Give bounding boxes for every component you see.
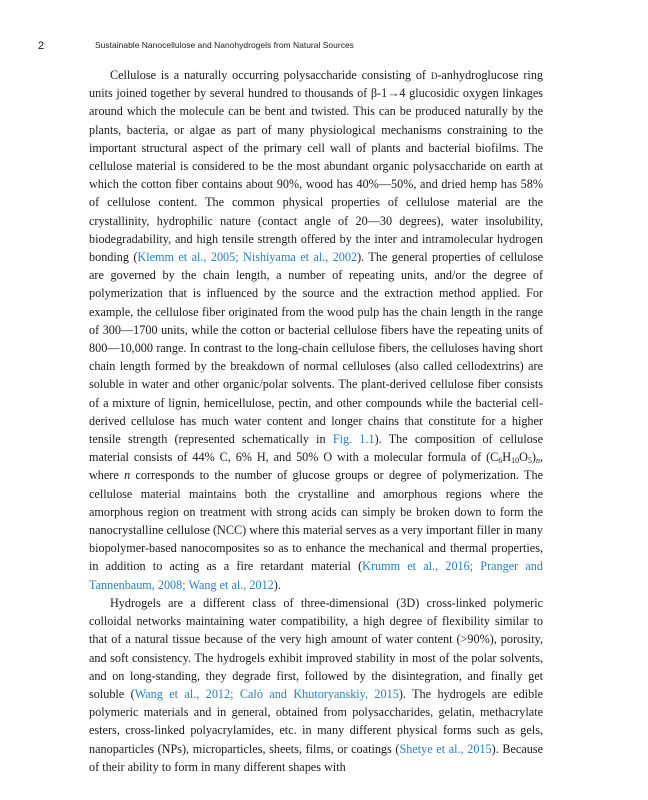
text: Hydrogels are a different class of three-dimensional (3D) cross-linked polymeric colloidal networks maintaining water compatibility, a high degree of flexibility similar to that of a natural tissue because of the very high amount of water content (>90%), porosity, and soft consistency. The hydrogels exhibit improved stability in most of the polar solvents, and on long-standing, they degrade first, followed by the disintegration, and finally get soluble ( [89,595,543,701]
text: ). The general properties of cellulose are governed by the chain length, a number of repeating units, and/or the degree of polymerization that is influenced by the source and the extraction method applied. For example, the cellulose fiber originated from the wood pulp has the chain length in the range of 300—1700 units, while the cotton or bacterial cellulose fibers have the repeating units of 800—10,000 range. In contrast to the long-chain cellulose fibers, the celluloses having short chain length formed by the breakdown of normal celluloses (also called cellodextrins) are soluble in water and other organic/polar solvents. The plant-derived cellulose fiber consists of a mixture of lignin, hemicellulose, pectin, and other compounds while the bacterial cell-derived cellulose has much water content and longer chains that constitute for a higher tensile strength (represented schematically in [89,250,543,447]
text: ) [531,450,536,465]
body-text [89,66,543,776]
paragraph-cellulose [89,66,543,594]
text: corresponds to the number of glucose groups or degree of polymerization. The cellulose material maintains both the crystalline and amorphous regions where the amorphous region on treatment with strong acids can simply be broken down to form the nanocrystalline cellulose (NCC) where this material serves as a very important filler in many biopolymer-based nanocomposites so as to enhance the mechanical and thermal properties, in addition to acting as a fire retardant material ( [89,468,543,574]
text: ). The composition of cellulose material consists of 44% C, 6% H, and 50% O with a molecular formula of (C [89,432,543,465]
subscript: 5 [527,456,532,466]
citation-link[interactable]: Wang et al., 2012; Caló and Khutoryanskiy, 2015 [134,686,399,701]
citation-link[interactable]: Klemm et al., 2005; Nishiyama et al., 2002 [137,250,358,265]
text: Cellulose is a naturally occurring polysaccharide consisting of [110,68,431,82]
subscript: n [535,456,540,466]
subscript: 6 [498,456,503,466]
text: n [124,468,131,483]
running-title: Sustainable Nanocellulose and Nanohydrogels from Natural Sources [95,40,354,50]
text: ). Because of their ability to form in many different shapes with [89,741,543,774]
text: , where [89,450,543,483]
text: ). [273,577,281,592]
subscript: 10 [511,456,520,466]
page-number: 2 [38,40,45,52]
text: d [430,68,438,82]
text: -anhydroglucose ring units joined together by several hundred to thousands of β-1→4 glucosidic oxygen linkages around which the molecule can be bent and twisted. This can be produced naturally by the plants, bacteria, or algae as part of many physiological mechanisms constraining to the important structural aspect of the primary cell wall of plants and bacterial biofilms. The cellulose material is considered to be the most abundant organic polysaccharide on earth at which the cotton fiber contains about 90%, wood has 40%—50%, and dried hemp has 58% of cellulose content. The common physical properties of cellulose material are the crystallinity, hydrophilic nature (contact angle of 20—30 degrees), water insolubility, biodegradability, and high tensile strength offered by the inter and intramolecular hydrogen bonding ( [89,68,544,265]
figure-link[interactable]: Fig. 1.1 [332,432,375,447]
text: ). The hydrogels are edible polymeric materials and in general, obtained from polysaccharides, gelatin, methacrylate esters, cross-linked polyacrylamides, etc. in many different physical forms such as gels, nanoparticles (NPs), microparticles, sheets, films, or coatings ( [89,686,544,756]
page-header [38,40,610,54]
paragraph-hydrogels [89,594,543,776]
citation-link[interactable]: Krumm et al., 2016; Pranger and Tannenbaum, 2008; Wang et al., 2012 [89,559,543,592]
text: O [519,450,528,465]
citation-link[interactable]: Shetye et al., 2015 [399,741,492,756]
text: H [502,450,512,465]
